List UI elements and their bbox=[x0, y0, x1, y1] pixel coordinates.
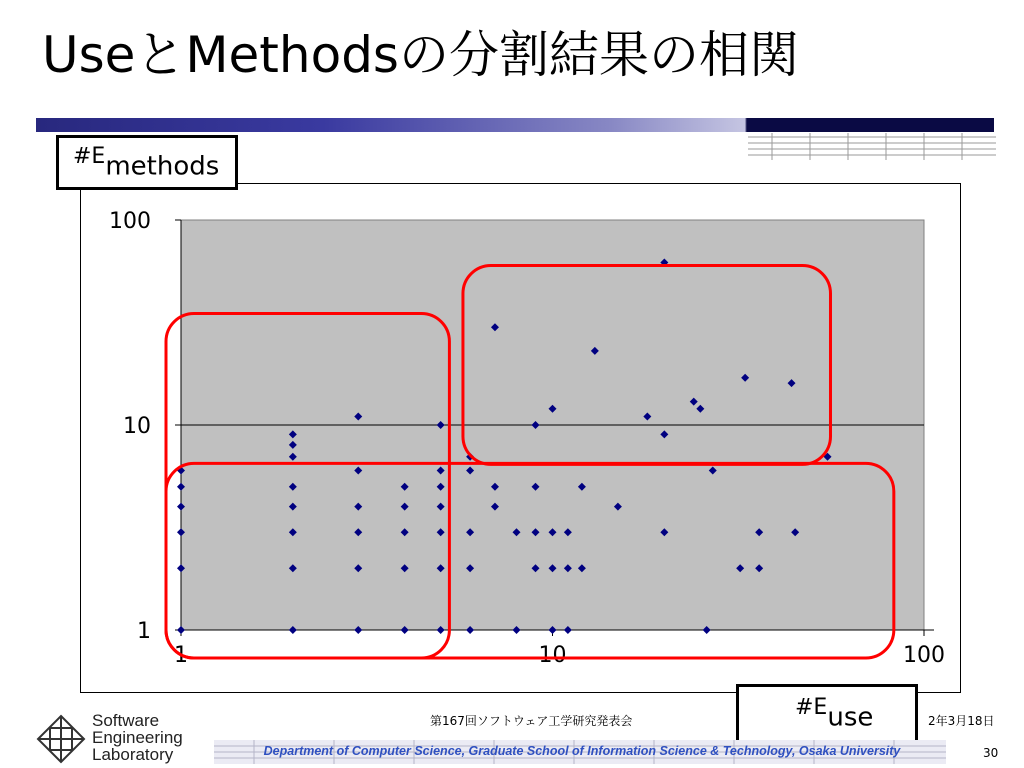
slide-date: 2年3月18日 bbox=[928, 714, 995, 728]
y-axis-label-sub: methods bbox=[105, 151, 220, 182]
title-grid-pattern bbox=[748, 133, 996, 160]
y-axis-label-prefix: #E bbox=[73, 144, 106, 169]
page-number: 30 bbox=[983, 746, 999, 760]
lab-logo-text bbox=[92, 712, 183, 763]
lab-logo-line-1: Software bbox=[92, 711, 160, 730]
conference-name: 第167回ソフトウェア工学研究発表会 bbox=[430, 714, 633, 728]
scatter-chart bbox=[81, 184, 962, 694]
x-tick-label: 100 bbox=[903, 643, 945, 668]
title-bar bbox=[36, 118, 994, 132]
y-tick-label: 100 bbox=[109, 209, 151, 234]
lab-logo-line-2: Engineering bbox=[92, 728, 183, 747]
department-footer: Department of Computer Science, Graduate School of Information Science & Technology, Osaka University bbox=[263, 744, 901, 758]
x-tick-label: 10 bbox=[538, 643, 567, 668]
chart-frame bbox=[80, 183, 961, 693]
lab-logo-line-3: Laboratory bbox=[92, 745, 174, 764]
lab-logo-icon bbox=[36, 714, 86, 764]
y-tick-label: 10 bbox=[123, 414, 151, 439]
x-axis-label-box bbox=[736, 684, 918, 744]
y-tick-label: 1 bbox=[137, 619, 151, 644]
slide-title: UseとMethodsの分割結果の相関 bbox=[42, 26, 799, 84]
x-axis-label-sub: use bbox=[827, 702, 874, 733]
x-axis-label-prefix: #E bbox=[795, 695, 828, 720]
y-axis-label-box bbox=[56, 135, 238, 190]
x-tick-label: 1 bbox=[174, 643, 188, 668]
